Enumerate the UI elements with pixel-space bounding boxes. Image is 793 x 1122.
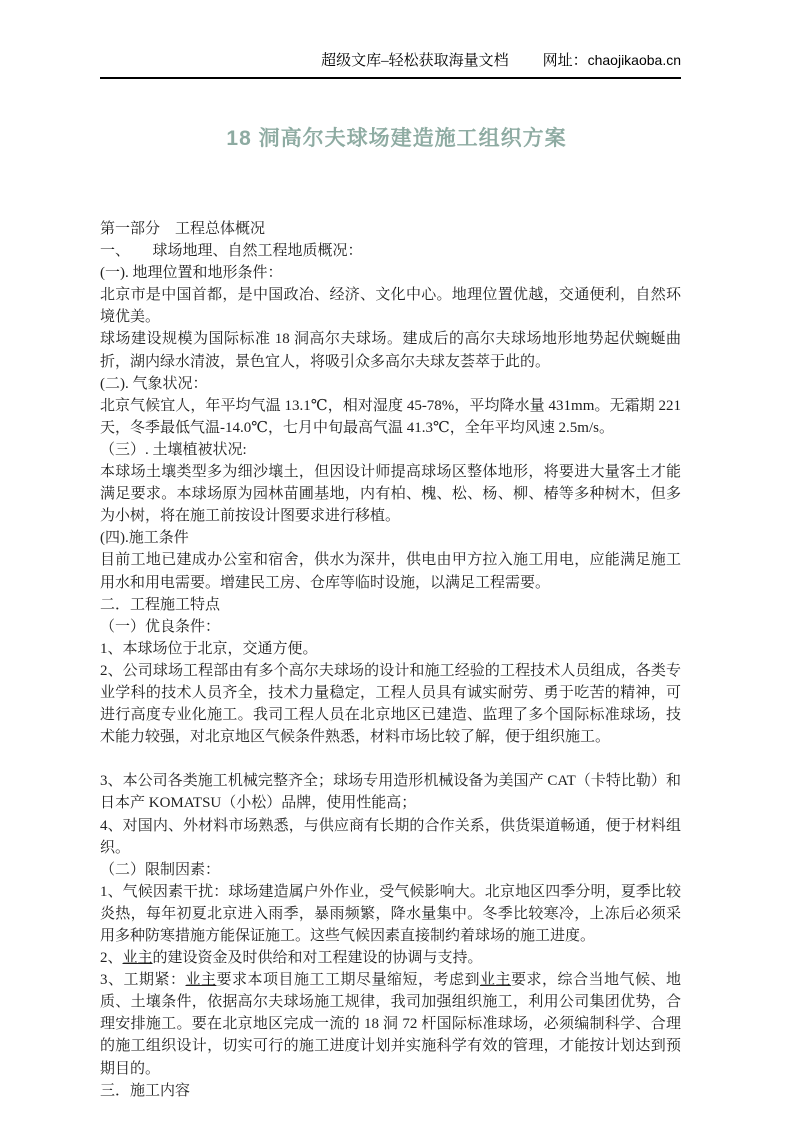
paragraph: （二）限制因素： (100, 861, 221, 878)
paragraph: (二). 气象状况： (100, 375, 208, 392)
paragraph: 北京气候宜人，年平均气温 13.1℃，相对湿度 45-78%，平均降水量 431mm。无霜期 221 天，冬季最低气温-14.0℃，七月中旬最高气温 41.3℃，全年平均风速 2.5m/s。 (100, 397, 685, 436)
paragraph: 一、 球场地理、自然工程地质概况： (100, 243, 363, 260)
document-title: 18 洞高尔夫球场建造施工组织方案 (226, 127, 567, 150)
text-segment: 要求，综合当地气候、地质、土壤条件，依据高尔夫球场施工规律，我司加强组织施工，利用公司集团优势，合理安排施工。要在北京地区完成一流的 18 洞 72 杆国际标准球场，必须编制科学、合理的施工组织设计，切实可行的施工进度计划并实施科学有效的管理，才能按计划达到预期目的。 (100, 972, 681, 1077)
paragraph: 1、本球场位于北京，交通方便。 (100, 640, 318, 657)
document-body (100, 218, 685, 1102)
header-url: chaojikaoba.cn (587, 52, 681, 68)
page-header (100, 50, 681, 79)
paragraph: 2、公司球场工程部由有多个高尔夫球场的设计和施工经验的工程技术人员组成，各类专业学科的技术人员齐全，技术力量稳定，工程人员具有诚实耐劳、勇于吃苦的精神，可进行高度专业化施工。我司工程人员在北京地区已建造、监理了多个国际标准球场，技术能力较强，对北京地区气候条件熟悉，材料市场比较了解，便于组织施工。 (100, 662, 681, 746)
paragraph: 1、气候因素干扰：球场建造属户外作业，受气候影响大。北京地区四季分明，夏季比较炎热，每年初夏北京进入雨季，暴雨频繁，降水量集中。冬季比较寒冷，上冻后必须采用多种防寒措施方能保证施工。这些气候因素直接制约着球场的施工进度。 (100, 883, 681, 944)
paragraph: (一). 地理位置和地形条件： (100, 265, 283, 282)
header-site-name: 超级文库–轻松获取海量文档 (321, 53, 509, 69)
paragraph: 北京市是中国首都，是中国政冶、经济、文化中心。地理位置优越，交通便利，自然环境优美。 (100, 287, 681, 326)
text-segment: 2、 (100, 950, 123, 967)
paragraph: 目前工地已建成办公室和宿舍，供水为深井，供电由甲方拉入施工用电，应能满足施工用水和用电需要。增建民工房、仓库等临时设施，以满足工程需要。 (100, 552, 681, 591)
paragraph: 三．施工内容 (100, 1082, 191, 1099)
text-segment: 3、工期紧： (100, 972, 186, 989)
paragraph: （三）. 土壤植被状况: (100, 441, 247, 458)
underlined-text: 业主 (479, 972, 511, 989)
paragraph (100, 969, 681, 1079)
paragraph (100, 947, 681, 969)
paragraph: (四).施工条件 (100, 530, 189, 547)
paragraph: 球场建设规模为国际标准 18 洞高尔夫球场。建成后的高尔夫球场地形地势起伏蜿蜒曲折，湖内绿水清波，景色宜人，将吸引众多高尔夫球友荟萃于此的。 (100, 331, 681, 370)
text-segment: 的建设资金及时供给和对工程建设的协调与支持。 (152, 950, 483, 967)
header-url-label: 网址： (542, 53, 588, 69)
paragraph (100, 748, 681, 770)
underlined-text: 业主 (122, 950, 153, 967)
paragraph: （一）优良条件： (100, 618, 221, 635)
paragraph: 3、本公司各类施工机械完整齐全；球场专用造形机械设备为美国产 CAT（卡特比勒）和日本产 KOMATSU（小松）品牌，使用性能高； (100, 773, 681, 812)
paragraph: 第一部分 工程总体概况 (100, 221, 266, 237)
paragraph: 本球场土壤类型多为细沙壤土，但因设计师提高球场区整体地形，将要进大量客土才能满足要求。本球场原为园林苗圃基地，内有柏、槐、松、杨、柳、椿等多种树木，但多为小树，将在施工前按设计图要求进行移植。 (100, 464, 681, 525)
paragraph: 二．工程施工特点 (100, 596, 221, 613)
underlined-text: 业主 (185, 972, 217, 989)
text-segment: 要求本项目施工工期尽量缩短，考虑到 (216, 972, 480, 989)
paragraph: 4、对国内、外材料市场熟悉，与供应商有长期的合作关系，供货渠道畅通，便于材料组织。 (100, 817, 681, 856)
